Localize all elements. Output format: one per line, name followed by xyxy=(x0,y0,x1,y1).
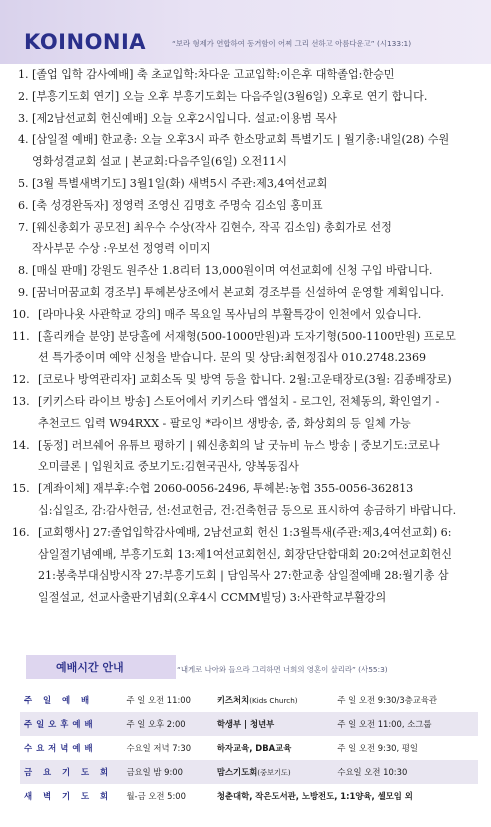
announcement-item xyxy=(12,326,484,370)
worship-schedule-table xyxy=(20,688,478,808)
schedule-service-time: 주 일 오전 11:00 xyxy=(126,695,191,705)
announcement-line: [웨신총회가 공모전] 최우수 수상(작사 김현수, 작곡 김소임) 총회가로 선정 xyxy=(32,220,392,234)
announcement-number: 14. xyxy=(12,438,30,452)
schedule-dept: 학생부 | 청년부 xyxy=(216,719,275,729)
schedule-service-time: 수요일 저녁 7:30 xyxy=(126,743,192,753)
schedule-dept-time: 수요일 오전 10:30 xyxy=(337,767,408,777)
announcement-line: [매실 판매] 강원도 원주산 1.8리터 13,000원이며 여선교회에 신청 구입 바랍니다. xyxy=(32,264,433,278)
schedule-service-time: 금요일 밤 9:00 xyxy=(126,767,183,777)
header-banner xyxy=(0,0,491,64)
announcement-line: [제2남선교회 헌신예배] 오늘 오후2시입니다. 설교:이용범 목사 xyxy=(32,111,337,125)
schedule-service-time: 월-금 오전 5:00 xyxy=(126,791,186,801)
schedule-title: 예배시간 안내 xyxy=(56,661,124,674)
schedule-row xyxy=(20,712,478,736)
header-motto: “보라 형제가 연합하여 동거함이 어찌 그리 선하고 아름다운고” (시133:1) xyxy=(172,39,412,48)
announcement-number: 12. xyxy=(12,373,30,387)
announcement-line: 십:십일조, 감:감사헌금, 선:선교헌금, 건:건축헌금 등으로 표시하여 송금하기 바랍니다. xyxy=(38,503,457,517)
announcement-item xyxy=(12,282,484,304)
announcement-line: 추천코드 입력 W94RXX - 팔로잉 *라이브 생방송, 줌, 화상회의 등 일체 가능 xyxy=(38,416,411,430)
announcement-line: 삼일절기념예배, 부흥기도회 13:제1여선교회헌신, 회장단단합대회 20:2여선교회헌신 xyxy=(38,547,452,561)
announcement-item xyxy=(12,391,484,435)
schedule-dept: 하자교육, DBA교육 xyxy=(216,743,292,753)
schedule-service-label: 새 벽 기 도 회 xyxy=(24,791,113,801)
announcement-item xyxy=(12,129,484,173)
announcement-line: [부흥기도회 연기] 오늘 오후 부흥기도회는 다음주일(3월6일) 오후로 연기 합니다. xyxy=(32,89,428,103)
announcement-line: [키키스타 라이브 방송] 스토어에서 키키스타 앱설치 - 로그인, 전체동의, 확인열기 - xyxy=(38,394,440,408)
schedule-title-box xyxy=(26,655,176,679)
announcement-item xyxy=(12,108,484,130)
announcement-item xyxy=(12,64,484,86)
schedule-service-label: 주일오후예배 xyxy=(24,719,97,729)
announcement-line: 영화성결교회 설교 | 본교회:다음주일(6일) 오전11시 xyxy=(32,155,288,169)
announcement-list xyxy=(12,64,484,609)
schedule-dept-sub: (중보기도) xyxy=(257,768,291,777)
announcement-line: [졸업 입학 감사예배] 축 초교입학:차다운 고교입학:이은후 대학졸업:한승민 xyxy=(32,68,395,81)
announcement-number: 4. xyxy=(18,133,29,147)
schedule-dept-time: 주 일 오전 9:30/3층교육관 xyxy=(337,695,438,705)
announcement-line: [코로나 방역관리자] 교회소독 및 방역 등을 합니다. 2월:고운태장로(3월: 김종배장로) xyxy=(38,373,452,387)
schedule-service-label: 수요저녁예배 xyxy=(24,743,97,753)
schedule-dept: 청춘대학, 작은도서관, 노방전도, 1:1양육, 셀모임 외 xyxy=(216,791,413,801)
schedule-service-label: 주 일 예 배 xyxy=(24,695,94,705)
schedule-dept: 맘스기도회(중보기도) xyxy=(216,767,291,777)
announcement-number: 9. xyxy=(18,285,29,299)
announcement-line: [계좌이체] 재부후:수협 2060-0056-2496, 투헤본:농협 355-0056-362813 xyxy=(38,482,414,496)
announcement-line: 작사부문 수상 :우보선 정영력 이미지 xyxy=(32,242,211,256)
schedule-dept-time: 주 일 오전 9:30, 평일 xyxy=(337,743,419,753)
schedule-row xyxy=(20,736,478,760)
announcement-line: [축 성경완독자] 정영력 조영신 김명호 주명숙 김소임 홍미표 xyxy=(32,198,323,212)
schedule-dept-time: 주 일 오전 11:00, 소그룹 xyxy=(337,719,432,729)
schedule-row xyxy=(20,688,478,712)
announcement-item xyxy=(12,522,484,609)
announcement-item xyxy=(12,217,484,261)
announcement-number: 13. xyxy=(12,394,30,408)
schedule-row xyxy=(20,784,478,808)
schedule-verse: “내게로 나아와 들으라 그리하면 너희의 영혼이 살리라” (사55:3) xyxy=(177,665,388,674)
announcement-line: [동정] 러브쉐어 유튜브 평하기 | 웨신총회의 날 굿뉴비 뉴스 방송 | 중보기도:코로나 xyxy=(38,438,440,452)
announcement-line: [꿈너머꿈교회 경조부] 투헤본상조에서 본교회 경조부를 신설하여 운영할 계획입니다. xyxy=(32,285,444,299)
announcement-item xyxy=(12,369,484,391)
announcement-item xyxy=(12,195,484,217)
announcement-line: [라마나욧 사관학교 강의] 매주 목요일 목사님의 부활특강이 인천에서 있습니다. xyxy=(38,307,422,321)
schedule-row xyxy=(20,760,478,784)
announcement-number: 1. xyxy=(18,68,29,81)
announcement-number: 16. xyxy=(12,525,30,539)
announcement-number: 8. xyxy=(18,264,29,278)
schedule-dept: 키즈처치(Kids Church) xyxy=(216,695,298,705)
announcement-number: 2. xyxy=(18,89,29,103)
announcement-number: 6. xyxy=(18,198,29,212)
schedule-service-time: 주 일 오후 2:00 xyxy=(126,719,186,729)
announcement-item xyxy=(12,304,484,326)
announcement-item xyxy=(12,478,484,522)
announcement-number: 3. xyxy=(18,111,29,125)
announcement-line: [교회행사] 27:졸업입학감사예배, 2남선교회 헌신 1:3월특새(주관:제3,4여선교회) 6: xyxy=(38,525,452,539)
announcement-line: [3월 특별새벽기도] 3월1일(화) 새벽5시 주관:제3,4여선교회 xyxy=(32,176,328,190)
announcement-number: 5. xyxy=(18,176,29,190)
schedule-dept-sub: (Kids Church) xyxy=(249,696,298,705)
announcement-line: [삼일절 예배] 한교총: 오늘 오후3시 파주 한소망교회 특별기도 | 월기총:내일(28) 수원 xyxy=(32,133,450,147)
announcement-number: 15. xyxy=(12,482,30,496)
announcement-line: 션 특가중이며 예약 신청을 받습니다. 문의 및 상담:최현정집사 010.2748.2369 xyxy=(38,351,427,365)
announcement-line: [홀리캐슬 분양] 분당홀에 서재형(500-1000만원)과 도자기형(500-1100만원) 프로모 xyxy=(38,329,456,343)
announcement-number: 10. xyxy=(12,307,30,321)
announcement-number: 11. xyxy=(12,329,30,343)
announcement-item xyxy=(12,260,484,282)
koinonia-logo: KOINONIA xyxy=(24,30,147,54)
schedule-service-label: 금 요 기 도 회 xyxy=(24,767,113,777)
announcement-line: 21:봉축부대심방시작 27:부흥기도회 | 담임목사 27:한교총 삼일절예배 28:월기총 삼 xyxy=(38,569,449,583)
announcement-line: 오미클론 | 입원치료 중보기도:김현국권사, 양복동집사 xyxy=(38,460,299,474)
announcement-item xyxy=(12,173,484,195)
announcement-line: 일절설교, 선교사출판기념회(오후4시 CCMM빌딩) 3:사관학교부활강의 xyxy=(38,591,387,605)
announcement-item xyxy=(12,435,484,479)
announcement-number: 7. xyxy=(18,220,29,234)
announcement-item xyxy=(12,86,484,108)
